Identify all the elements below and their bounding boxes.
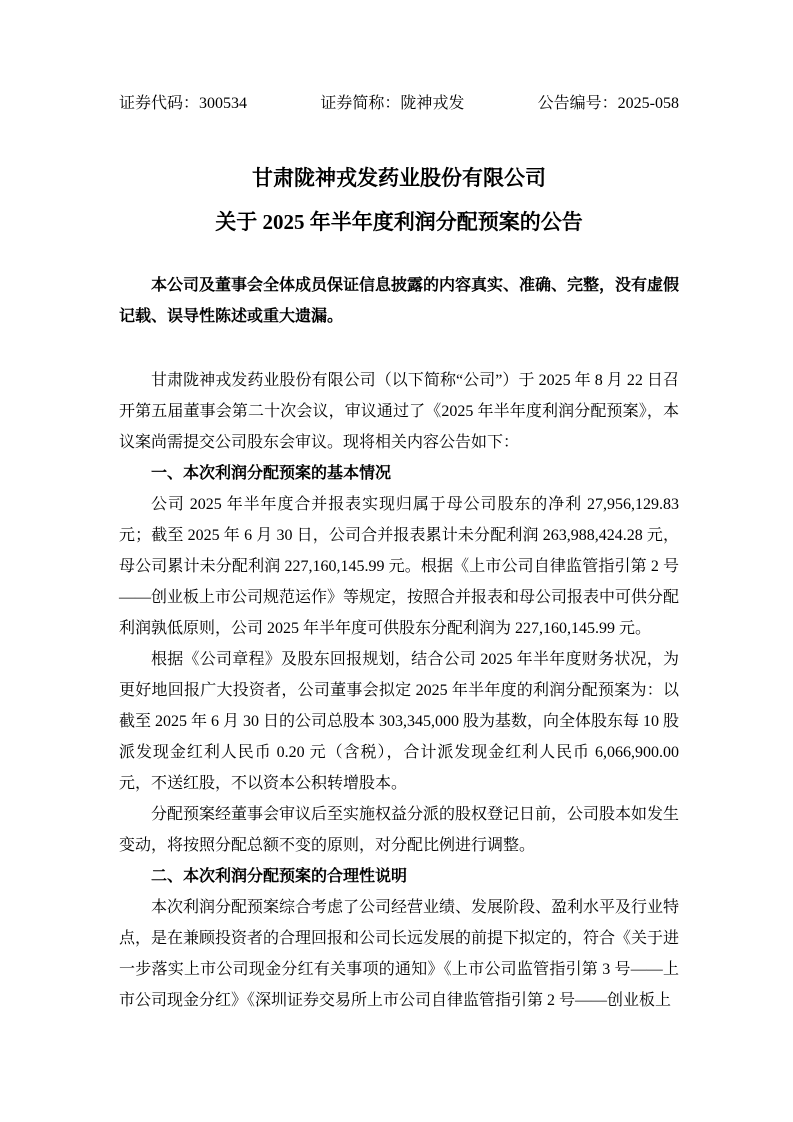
announcement-number: 公告编号：2025-058 — [537, 95, 679, 112]
section-1-heading: 一、本次利润分配预案的基本情况 — [151, 465, 392, 482]
doc-header — [119, 94, 679, 114]
title-block — [119, 156, 679, 244]
company-name-title: 甘肃陇神戎发药业股份有限公司 — [252, 166, 546, 190]
section-1-paragraph-1: 公司 2025 年半年度合并报表实现归属于母公司股东的净利 27,956,129.83 元；截至 2025 年 6 月 30 日，公司合并报表累计未分配利润 263,988,424.28 元，母公司累计未分配利润 227,160,145.99 元。根据《上市公司自律监管指引第 2 号——创业板上市公司规范运作》等规定，按照合并报表和母公司报表中可供分配利润孰低原则，公司 2025 年半年度可供股东分配利润为 227,160,145.99 元。 — [119, 496, 680, 637]
stock-code: 证券代码：300534 — [119, 95, 248, 112]
announcement-subject-title: 关于 2025 年半年度利润分配预案的公告 — [215, 210, 583, 234]
disclaimer-paragraph: 本公司及董事会全体成员保证信息披露的内容真实、准确、完整，没有虚假记载、误导性陈述或重大遗漏。 — [119, 277, 680, 325]
section-1-paragraph-3: 分配预案经董事会审议后至实施权益分派的股权登记日前，公司股本如发生变动，将按照分配总额不变的原则，对分配比例进行调整。 — [119, 806, 680, 854]
section-1-paragraph-2: 根据《公司章程》及股东回报规划，结合公司 2025 年半年度财务状况，为更好地回报广大投资者，公司董事会拟定 2025 年半年度的利润分配预案为：以截至 2025 年 6 月 30 日的公司总股本 303,345,000 股为基数，向全体股东每 10 股派发现金红利人民币 0.20 元（含税），合计派发现金红利人民币 6,066,900.00 元，不送红股，不以资本公积转增股本。 — [119, 651, 680, 792]
intro-paragraph: 甘肃陇神戎发药业股份有限公司（以下简称“公司”）于 2025 年 8 月 22 日召开第五届董事会第二十次会议，审议通过了《2025 年半年度利润分配预案》，本议案尚需提交公司股东会审议。现将相关内容公告如下： — [119, 372, 679, 451]
section-2-heading: 二、本次利润分配预案的合理性说明 — [151, 868, 408, 885]
announcement-body — [119, 365, 679, 1016]
section-2-paragraph-1: 本次利润分配预案综合考虑了公司经营业绩、发展阶段、盈利水平及行业特点，是在兼顾投资者的合理回报和公司长远发展的前提下拟定的，符合《关于进一步落实上市公司现金分红有关事项的通知》《上市公司监管指引第 3 号——上市公司现金分红》《深圳证券交易所上市公司自律监管指引第 2 号——创业板上 — [119, 899, 680, 1009]
stock-abbr: 证券简称：陇神戎发 — [320, 95, 465, 112]
